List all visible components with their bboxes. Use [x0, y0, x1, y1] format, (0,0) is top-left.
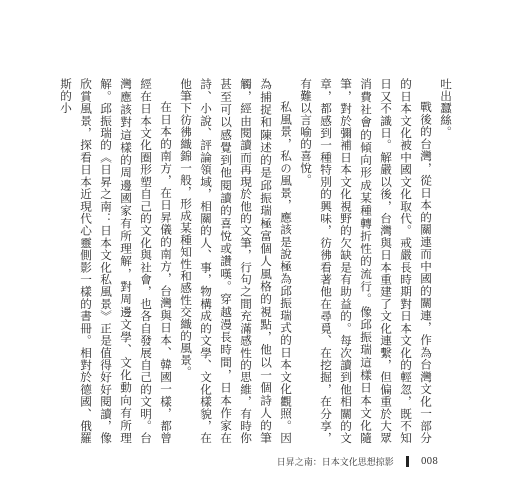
paragraph-south-of-sunrise: 在日本的南方，在日昇儀的南方，台灣與日本、韓國一樣，都曾經在日本文化圈形塑自己的文化與社會，也各自發展自己的文明。台灣應該對這樣的周邊國家有所理解，對周邊文學、文化動向有所理解。邱振瑞的《日昇之南：日本文化私風景》正是值得好好閱讀，像欣賞風景，探看日本近現代心靈側影一樣的書冊。相對於德國、俄羅斯的小: [59, 78, 173, 444]
footer-divider-bar: [406, 456, 409, 467]
paragraph-continuation: 吐出蠶絲。: [439, 78, 453, 138]
running-title: 日昇之南：日本文化思想掠影: [276, 458, 394, 468]
page-number: 008: [420, 456, 438, 467]
paragraph-postwar: 戰後的台灣，從日本的關連而中國的關連，作為台灣文化一部分的日本文化被中國文化取代。戒嚴長時期對日本文化的輕忽，既不知日又不識日。解嚴以後，台灣與日本重建了文化連繫，但偏重於大眾消費社會的傾向形成某種轉折性的流行。像邱振瑞這樣日本文化隨筆，對於彌補日本文化視野的欠缺是有助益的。每次讀到他相關的文章，都感到一種特別的興味，彷彿看著他在尋覓、在挖掘，在分享，有難以言喻的喜悅。: [299, 78, 433, 444]
vertical-text-block: [56, 78, 456, 444]
paragraph-private-scenery: 私風景，私の風景，應該是說極為邱振瑞式的日本文化觀照。因為捕捉和陳述的是邱振瑞極富個人風格的視點，他以一個詩人的筆觸，經由閱讀而再現於他的文筆，行句之間充滿感性的思維，有時你甚至可以感覺到他閱讀的喜悅或讚嘆。穿越漫長時間，日本作家在詩、小說、評論領域，相關的人、事，物構成的文學、文化樣貌，在他筆下彷彿織錦一般，形成某種知性和感性交織的風景。: [179, 78, 293, 444]
page-footer: [277, 455, 438, 468]
